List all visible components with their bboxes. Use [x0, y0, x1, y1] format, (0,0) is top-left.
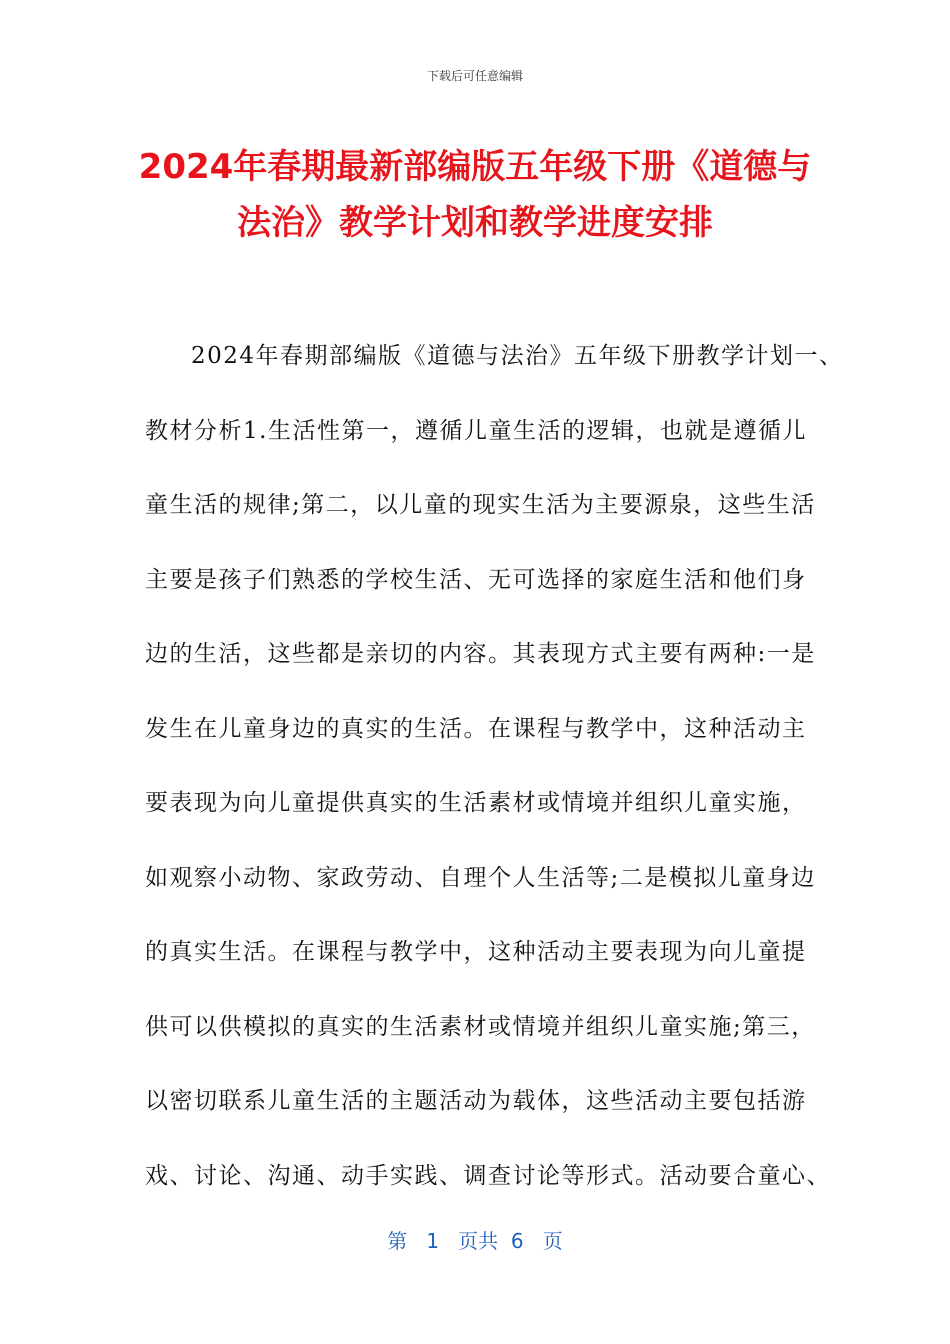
- document-title: [120, 139, 830, 251]
- body-line: 供可以供模拟的真实的生活素材或情境并组织儿童实施;第三，: [145, 1013, 816, 1040]
- body-line: 教材分析1.生活性第一，遵循儿童生活的逻辑，也就是遵循儿: [145, 417, 807, 444]
- body-line: 主要是孩子们熟悉的学校生活、无可选择的家庭生活和他们身: [145, 566, 807, 593]
- body-line: 以密切联系儿童生活的主题活动为载体，这些活动主要包括游: [145, 1088, 807, 1114]
- header-note: 下载后可任意编辑: [426, 69, 523, 83]
- footer-total-pages: 6: [510, 1229, 524, 1253]
- page-footer: [0, 1225, 950, 1254]
- body-line: 的真实生活。在课程与教学中，这种活动主要表现为向儿童提: [145, 939, 807, 965]
- footer-middle: 页共: [458, 1229, 499, 1253]
- body-line: 2024年春期部编版《道德与法治》五年级下册教学计划一、: [191, 343, 844, 369]
- footer-prefix: 第: [387, 1229, 408, 1253]
- footer-current-page: 1: [426, 1229, 440, 1253]
- title-line-2: 法治》教学计划和教学进度安排: [237, 203, 713, 243]
- body-line: 如观察小动物、家政劳动、自理个人生活等;二是模拟儿童身边: [145, 864, 816, 891]
- body-line: 要表现为向儿童提供真实的生活素材或情境并组织儿童实施，: [145, 790, 807, 816]
- body-line: 童生活的规律;第二，以儿童的现实生活为主要源泉，这些生活: [145, 492, 816, 518]
- title-line-1: 2024年春期最新部编版五年级下册《道德与: [138, 147, 812, 187]
- body-line: 边的生活，这些都是亲切的内容。其表现方式主要有两种:一是: [145, 641, 816, 667]
- footer-suffix: 页: [542, 1229, 563, 1253]
- body-line: 发生在儿童身边的真实的生活。在课程与教学中，这种活动主: [145, 715, 807, 742]
- body-text: [145, 319, 844, 1213]
- body-line: 戏、讨论、沟通、动手实践、调查讨论等形式。活动要合童心、: [145, 1162, 831, 1189]
